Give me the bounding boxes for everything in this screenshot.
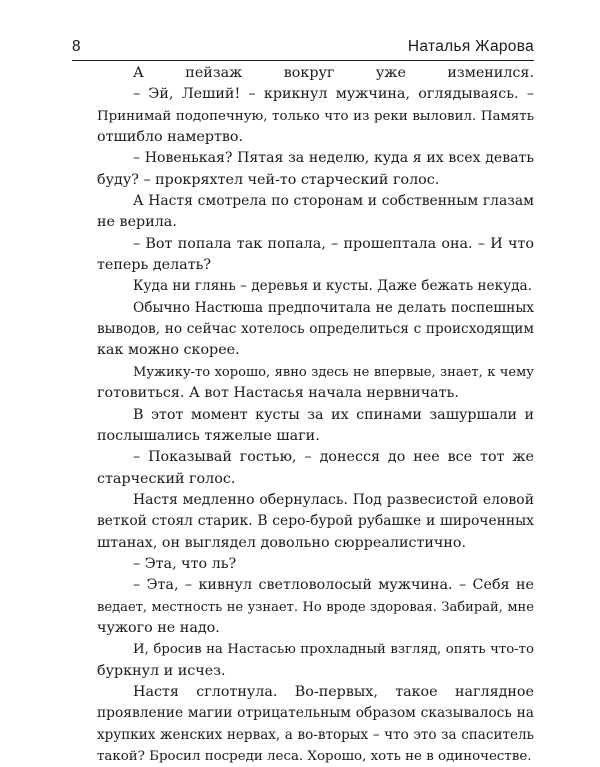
- text-line: веткой стоял старик. В серо-бурой рубашке и широченных: [97, 513, 534, 530]
- text-line: буду? – прокряхтел чей-то старческий голос.: [97, 171, 440, 188]
- text-line: как можно скорее.: [97, 342, 240, 359]
- text-line: хрупких женских нервах, а во-вторых – что это за спаситель: [97, 726, 534, 743]
- text-line: Настя сглотнула. Во-первых, такое наглядное: [133, 683, 534, 700]
- text-line: старческий голос.: [97, 470, 236, 487]
- text-line: отшибло намертво.: [97, 129, 244, 146]
- text-line: Принимай подопечную, только что из реки выловил. Память: [97, 108, 534, 124]
- text-line: Настя медленно обернулась. Под развесистой еловой: [133, 491, 534, 508]
- text-line: – Эта, – кивнул светловолосый мужчина. – Себя не: [133, 577, 534, 594]
- text-line: – Эта, что ль?: [133, 555, 237, 572]
- text-line: – Вот попала так попала, – прошептала она. – И что: [133, 235, 534, 252]
- running-header: [72, 38, 534, 56]
- text-line: И, бросив на Настасью прохладный взгляд, опять что-то: [133, 642, 534, 658]
- text-line: такой? Бросил посреди леса. Хорошо, хоть не в одиночестве.: [97, 749, 532, 764]
- text-line: Обычно Настюша предпочитала не делать поспешных: [133, 299, 534, 316]
- header-rule: [72, 60, 534, 61]
- text-line: штанах, он выглядел довольно сюрреалистично.: [97, 534, 467, 551]
- body-text: [97, 63, 534, 767]
- text-line: А пейзаж вокруг уже изменился.: [133, 65, 534, 81]
- text-line: А Настя смотрела по сторонам и собственным глазам: [133, 193, 534, 210]
- text-line: В этот момент кусты за их спинами зашуршали и: [133, 406, 534, 423]
- text-line: чужого не надо.: [97, 619, 220, 636]
- text-line: выводов, но сейчас хотелось определиться с происходящим: [97, 321, 534, 338]
- text-line: не верила.: [97, 214, 177, 231]
- text-line: – Новенькая? Пятая за неделю, куда я их всех девать: [133, 150, 534, 167]
- text-line: теперь делать?: [97, 257, 212, 274]
- text-line: Мужику-то хорошо, явно здесь не впервые, знает, к чему: [133, 364, 534, 380]
- text-line: готовиться. А вот Настасья начала нервничать.: [97, 385, 459, 402]
- text-line: Куда ни глянь – деревья и кусты. Даже бежать некуда.: [133, 278, 532, 295]
- text-line: послышались тяжелые шаги.: [97, 427, 320, 444]
- text-line: проявление магии отрицательным образом сказывалось на: [97, 705, 534, 722]
- text-line: – Показывай гостью, – донесся до нее все тот же: [133, 449, 534, 466]
- text-line: – Эй, Леший! – крикнул мужчина, оглядываясь. –: [133, 86, 534, 103]
- running-head-author: Наталья Жарова: [407, 38, 534, 55]
- page-number: 8: [72, 38, 81, 55]
- text-line: буркнул и исчез.: [97, 662, 226, 679]
- text-line: ведает, местность не узнает. Но вроде здоровая. Забирай, мне: [97, 599, 534, 615]
